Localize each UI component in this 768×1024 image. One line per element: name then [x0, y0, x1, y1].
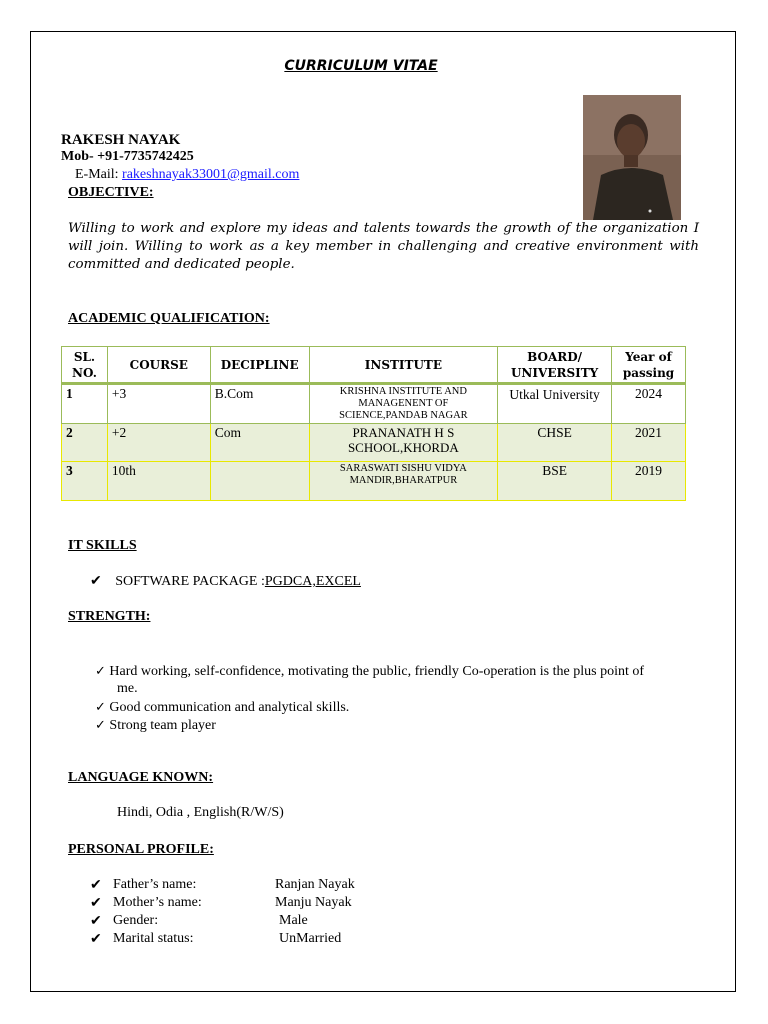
cell-institute: KRISHNA INSTITUTE AND MANAGENENT OF SCIENCE,PANDAB NAGAR	[309, 384, 498, 424]
strength-heading: STRENGTH:	[68, 609, 151, 624]
check-mark-icon: ✔	[90, 878, 102, 893]
personal-label: Marital status:	[113, 931, 194, 946]
column-header: BOARD/ UNIVERSITY	[498, 347, 612, 384]
table-row	[62, 424, 686, 462]
cell-discipline	[210, 462, 309, 501]
column-header: SL. NO.	[62, 347, 108, 384]
check-mark-icon: ✔	[90, 932, 102, 947]
email-line	[61, 167, 299, 183]
it-skills-heading: IT SKILLS	[68, 538, 137, 553]
cell-year: 2021	[612, 424, 686, 462]
personal-label: Mother’s name:	[113, 895, 202, 910]
academic-heading: ACADEMIC QUALIFICATION:	[68, 311, 270, 326]
personal-item	[90, 895, 352, 912]
cell-sl: 2	[62, 424, 108, 462]
column-header: COURSE	[107, 347, 210, 384]
table-row	[62, 384, 686, 424]
strength-text: Good communication and analytical skills.	[109, 700, 350, 715]
email-label: E-Mail:	[75, 167, 123, 182]
personal-label: Father’s name:	[113, 877, 197, 892]
strength-text: Hard working, self-confidence, motivating the public, friendly Co-operation is the plus point of	[109, 664, 645, 679]
table-row	[62, 462, 686, 501]
column-header: DECIPLINE	[210, 347, 309, 384]
cell-institute: SARASWATI SISHU VIDYA MANDIR,BHARATPUR	[309, 462, 498, 501]
cell-sl: 3	[62, 462, 108, 501]
check-mark-icon: ✔	[90, 914, 102, 929]
personal-value: UnMarried	[279, 931, 342, 946]
cell-course: 10th	[107, 462, 210, 501]
cell-institute: PRANANATH H S SCHOOL,KHORDA	[309, 424, 498, 462]
language-text: Hindi, Odia , English(R/W/S)	[117, 805, 284, 820]
personal-value: Manju Nayak	[275, 895, 352, 910]
strength-item-continued: me.	[117, 681, 138, 696]
strength-item	[95, 699, 349, 716]
personal-item	[90, 931, 342, 948]
personal-value: Male	[279, 913, 308, 928]
cell-board: Utkal University	[498, 384, 612, 424]
check-mark-icon: ✔	[90, 574, 102, 589]
cell-year: 2024	[612, 384, 686, 424]
check-mark-icon: ✓	[95, 699, 106, 714]
it-skills-value: PGDCA,EXCEL	[264, 574, 361, 589]
personal-item	[90, 913, 308, 930]
it-skills-item	[90, 573, 361, 590]
objective-text: Willing to work and explore my ideas and talents towards the growth of the organization I will join. Willing to work as a key member in challenging and creative environment with committed and dedicated people.	[68, 221, 699, 272]
check-mark-icon: ✓	[95, 717, 106, 732]
applicant-name: RAKESH NAYAK	[61, 132, 181, 148]
academic-table	[61, 346, 686, 501]
cell-course: +3	[107, 384, 210, 424]
column-header: Year of passing	[612, 347, 686, 384]
objective-heading: OBJECTIVE:	[68, 185, 154, 200]
document-title: CURRICULUM VITAE	[284, 58, 438, 74]
language-heading: LANGUAGE KNOWN:	[68, 770, 214, 785]
column-header: INSTITUTE	[309, 347, 498, 384]
cell-board: CHSE	[498, 424, 612, 462]
cell-sl: 1	[62, 384, 108, 424]
it-skills-label: SOFTWARE PACKAGE :	[115, 574, 265, 589]
check-mark-icon: ✔	[90, 896, 102, 911]
cell-board: BSE	[498, 462, 612, 501]
strength-item	[95, 663, 644, 680]
strength-item	[95, 717, 216, 734]
email-link[interactable]: rakeshnayak33001@gmail.com	[122, 167, 300, 182]
table-header-row	[62, 347, 686, 384]
personal-label: Gender:	[113, 913, 159, 928]
personal-item	[90, 877, 355, 894]
cell-discipline: B.Com	[210, 384, 309, 424]
check-mark-icon: ✓	[95, 663, 106, 678]
strength-text: Strong team player	[109, 718, 216, 733]
cell-course: +2	[107, 424, 210, 462]
cell-year: 2019	[612, 462, 686, 501]
profile-photo	[583, 95, 681, 220]
cell-discipline: Com	[210, 424, 309, 462]
personal-value: Ranjan Nayak	[275, 877, 355, 892]
personal-heading: PERSONAL PROFILE:	[68, 842, 214, 857]
mobile-number: Mob- +91-7735742425	[61, 149, 194, 164]
